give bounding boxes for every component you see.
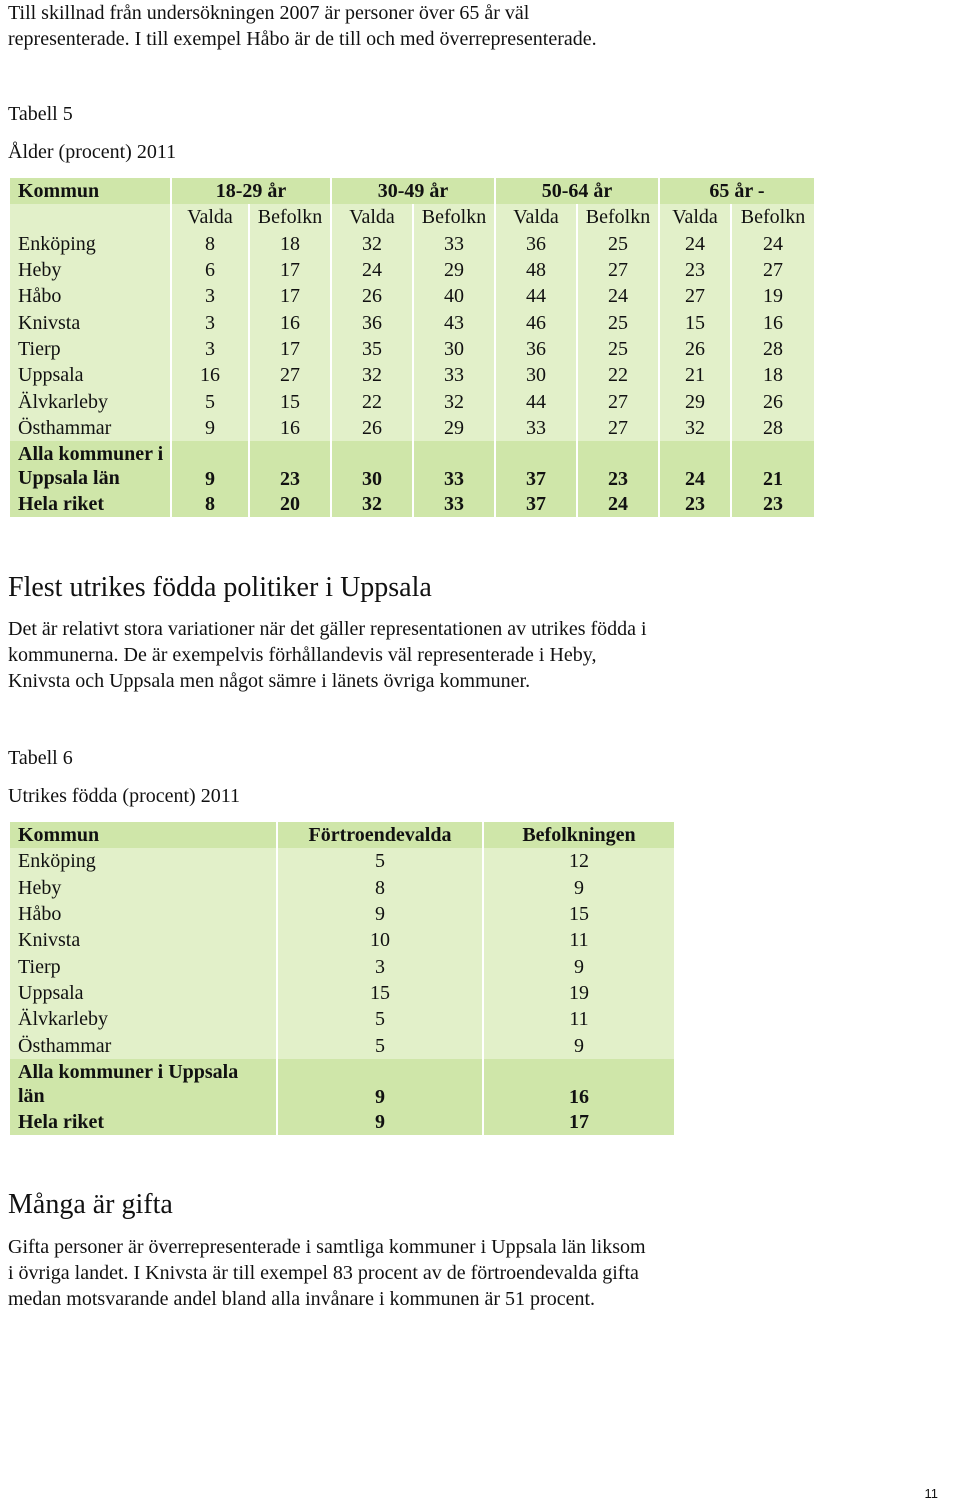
table6-header-row <box>10 822 674 848</box>
section2-heading: Många är gifta <box>8 1189 173 1220</box>
table6-cell: 9 <box>484 875 674 901</box>
table6-cell: 5 <box>278 1032 482 1058</box>
table6-row-name: Heby <box>10 875 276 901</box>
table5-cell: 6 <box>172 257 248 283</box>
table5-subheader-cell: Valda <box>660 204 730 230</box>
table6-cell: 5 <box>278 848 482 874</box>
table5-subheader-row <box>10 204 814 230</box>
table5-cell: 16 <box>250 309 330 335</box>
table5 <box>8 178 816 517</box>
table5-cell: 33 <box>414 231 494 257</box>
table5-cell: 16 <box>250 415 330 441</box>
table6-row <box>10 1032 674 1058</box>
table5-cell: 24 <box>660 231 730 257</box>
table5-cell: 28 <box>732 415 814 441</box>
table5-row <box>10 388 814 414</box>
table5-cell: 24 <box>732 231 814 257</box>
table5-cell: 17 <box>250 283 330 309</box>
table5-cell: 16 <box>732 309 814 335</box>
table5-cell: 23 <box>578 441 658 491</box>
table5-cell: 8 <box>172 231 248 257</box>
intro-line-1: Till skillnad från undersökningen 2007 är personer över 65 år väl <box>8 2 530 24</box>
table5-cell: 23 <box>660 257 730 283</box>
table5-cell: 27 <box>250 362 330 388</box>
table5-cell: 29 <box>414 257 494 283</box>
table5-cell: 25 <box>578 336 658 362</box>
table5-row-name: Enköping <box>10 231 170 257</box>
table6-header-cell: Förtroendevalda <box>278 822 482 848</box>
table6-cell: 3 <box>278 953 482 979</box>
table5-cell: 33 <box>496 415 576 441</box>
table5-cell: 30 <box>414 336 494 362</box>
table5-cell: 26 <box>660 336 730 362</box>
table6-row-total-riket <box>10 1109 674 1135</box>
table5-cell: 24 <box>660 441 730 491</box>
table5-cell: 27 <box>732 257 814 283</box>
table5-cell: 30 <box>332 441 412 491</box>
table5-cell: 46 <box>496 309 576 335</box>
table5-cell: 36 <box>496 336 576 362</box>
table5-subheader-cell: Befolkn <box>732 204 814 230</box>
table5-cell: 24 <box>578 283 658 309</box>
table6-row <box>10 901 674 927</box>
section2-line-1: Gifta personer är överrepresenterade i samtliga kommuner i Uppsala län liksom <box>8 1236 646 1258</box>
table5-subheader-cell: Befolkn <box>250 204 330 230</box>
table6-row <box>10 1006 674 1032</box>
table5-cell: 29 <box>414 415 494 441</box>
table5-header-group: 50-64 år <box>496 178 658 204</box>
table5-cell: 21 <box>732 441 814 491</box>
table5-cell: 36 <box>496 231 576 257</box>
table5-row <box>10 362 814 388</box>
table5-cell: 9 <box>172 441 248 491</box>
table5-cell: 18 <box>250 231 330 257</box>
table5-cell: 9 <box>172 415 248 441</box>
table5-row <box>10 336 814 362</box>
table6-cell: 9 <box>278 901 482 927</box>
table6-row-name: Östhammar <box>10 1032 276 1058</box>
table5-cell: 23 <box>660 491 730 517</box>
table6-cell: 9 <box>278 1109 482 1135</box>
table6-header-cell: Befolkningen <box>484 822 674 848</box>
table5-cell: 33 <box>414 491 494 517</box>
table5-row-name: Heby <box>10 257 170 283</box>
table5-row <box>10 309 814 335</box>
table5-cell: 26 <box>732 388 814 414</box>
table6-cell: 19 <box>484 980 674 1006</box>
table5-row-name: Östhammar <box>10 415 170 441</box>
table6-row <box>10 953 674 979</box>
table5-cell: 8 <box>172 491 248 517</box>
table6-row-name: Älvkarleby <box>10 1006 276 1032</box>
table6-row-name: Knivsta <box>10 927 276 953</box>
table5-total-name: Alla kommuner i Uppsala län <box>10 441 170 491</box>
table5-cell: 3 <box>172 309 248 335</box>
table5-header-row <box>10 178 814 204</box>
table6-cell: 5 <box>278 1006 482 1032</box>
table5-cell: 25 <box>578 231 658 257</box>
table5-cell: 21 <box>660 362 730 388</box>
table5-cell: 22 <box>578 362 658 388</box>
table6-row <box>10 875 674 901</box>
table6-cell: 17 <box>484 1109 674 1135</box>
table5-row-total-riket <box>10 491 814 517</box>
table5-total-name: Hela riket <box>10 491 170 517</box>
table6-row-name: Uppsala <box>10 980 276 1006</box>
table5-title: Ålder (procent) 2011 <box>8 141 177 163</box>
table5-row-name: Älvkarleby <box>10 388 170 414</box>
table5-cell: 28 <box>732 336 814 362</box>
table6-cell: 16 <box>484 1059 674 1109</box>
table6-row <box>10 848 674 874</box>
table6-total-name: Alla kommuner i Uppsala län <box>10 1059 276 1109</box>
table5-header-kommun: Kommun <box>10 178 170 204</box>
table6-cell: 12 <box>484 848 674 874</box>
table5-row-name: Uppsala <box>10 362 170 388</box>
table5-cell: 29 <box>660 388 730 414</box>
table5-cell: 32 <box>332 362 412 388</box>
table6-cell: 9 <box>484 1032 674 1058</box>
table6-header-cell: Kommun <box>10 822 276 848</box>
intro-line-2: representerade. I till exempel Håbo är de till och med överrepresenterade. <box>8 28 597 50</box>
table5-row-total-lan <box>10 441 814 491</box>
table5-subheader-cell: Valda <box>496 204 576 230</box>
table5-cell: 37 <box>496 441 576 491</box>
page-number: 11 <box>924 1486 938 1501</box>
table5-header-group: 65 år - <box>660 178 814 204</box>
table5-cell: 26 <box>332 415 412 441</box>
table5-cell: 32 <box>332 231 412 257</box>
table5-cell: 17 <box>250 257 330 283</box>
table5-cell: 32 <box>414 388 494 414</box>
table5-cell: 18 <box>732 362 814 388</box>
table5-cell: 25 <box>578 309 658 335</box>
table5-cell: 35 <box>332 336 412 362</box>
table6-row-name: Håbo <box>10 901 276 927</box>
table5-label: Tabell 5 <box>8 103 73 125</box>
section1-line-1: Det är relativt stora variationer när det gäller representationen av utrikes födda i <box>8 618 647 640</box>
table5-cell: 33 <box>414 362 494 388</box>
table5-cell: 16 <box>172 362 248 388</box>
table5-subheader-cell: Valda <box>332 204 412 230</box>
table5-cell: 15 <box>660 309 730 335</box>
table5-cell: 5 <box>172 388 248 414</box>
table5-row <box>10 257 814 283</box>
table5-cell: 22 <box>332 388 412 414</box>
section2-line-2: i övriga landet. I Knivsta är till exempel 83 procent av de förtroendevalda gifta <box>8 1262 639 1284</box>
table6-cell: 15 <box>484 901 674 927</box>
table5-cell: 37 <box>496 491 576 517</box>
table5-cell: 32 <box>332 491 412 517</box>
table5-row <box>10 283 814 309</box>
table6-row-total-lan <box>10 1059 674 1109</box>
table5-row-name: Håbo <box>10 283 170 309</box>
table6-cell: 11 <box>484 927 674 953</box>
section1-heading: Flest utrikes födda politiker i Uppsala <box>8 572 432 603</box>
table5-cell: 27 <box>660 283 730 309</box>
table5-cell: 3 <box>172 283 248 309</box>
table5-cell: 30 <box>496 362 576 388</box>
table6-total-name: Hela riket <box>10 1109 276 1135</box>
section1-line-2: kommunerna. De är exempelvis förhållandevis väl representerade i Heby, <box>8 644 597 666</box>
table5-header-group: 18-29 år <box>172 178 330 204</box>
table5-row <box>10 415 814 441</box>
table6-cell: 10 <box>278 927 482 953</box>
table6-row-name: Tierp <box>10 953 276 979</box>
table5-subheader-cell: Befolkn <box>414 204 494 230</box>
table5-cell: 24 <box>332 257 412 283</box>
section1-line-3: Knivsta och Uppsala men något sämre i länets övriga kommuner. <box>8 670 531 692</box>
table5-cell: 27 <box>578 415 658 441</box>
table6-row-name: Enköping <box>10 848 276 874</box>
table6-row <box>10 927 674 953</box>
table5-cell: 43 <box>414 309 494 335</box>
table5-cell: 24 <box>578 491 658 517</box>
table6-cell: 9 <box>484 953 674 979</box>
table6-cell: 8 <box>278 875 482 901</box>
table6-row <box>10 980 674 1006</box>
table5-subheader-cell: Valda <box>172 204 248 230</box>
table6-title: Utrikes födda (procent) 2011 <box>8 785 240 807</box>
table5-cell: 27 <box>578 388 658 414</box>
table5-row-name: Knivsta <box>10 309 170 335</box>
table5-cell: 36 <box>332 309 412 335</box>
table5-cell: 23 <box>732 491 814 517</box>
table5-cell: 48 <box>496 257 576 283</box>
table5-cell: 44 <box>496 283 576 309</box>
table5-cell: 32 <box>660 415 730 441</box>
table5-cell: 44 <box>496 388 576 414</box>
table5-header-group: 30-49 år <box>332 178 494 204</box>
table5-cell: 40 <box>414 283 494 309</box>
table5-subheader-cell: Befolkn <box>578 204 658 230</box>
table5-cell: 3 <box>172 336 248 362</box>
table5-cell: 15 <box>250 388 330 414</box>
table6-cell: 15 <box>278 980 482 1006</box>
table6-cell: 11 <box>484 1006 674 1032</box>
table6-cell: 9 <box>278 1059 482 1109</box>
table5-cell: 26 <box>332 283 412 309</box>
table6-label: Tabell 6 <box>8 747 73 769</box>
table5-cell: 19 <box>732 283 814 309</box>
table5-cell: 23 <box>250 441 330 491</box>
table5-row-name: Tierp <box>10 336 170 362</box>
table6 <box>8 822 676 1135</box>
table5-row <box>10 231 814 257</box>
table5-cell: 20 <box>250 491 330 517</box>
section2-line-3: medan motsvarande andel bland alla invånare i kommunen är 51 procent. <box>8 1288 596 1310</box>
table5-cell: 27 <box>578 257 658 283</box>
table5-cell: 33 <box>414 441 494 491</box>
table5-cell: 17 <box>250 336 330 362</box>
